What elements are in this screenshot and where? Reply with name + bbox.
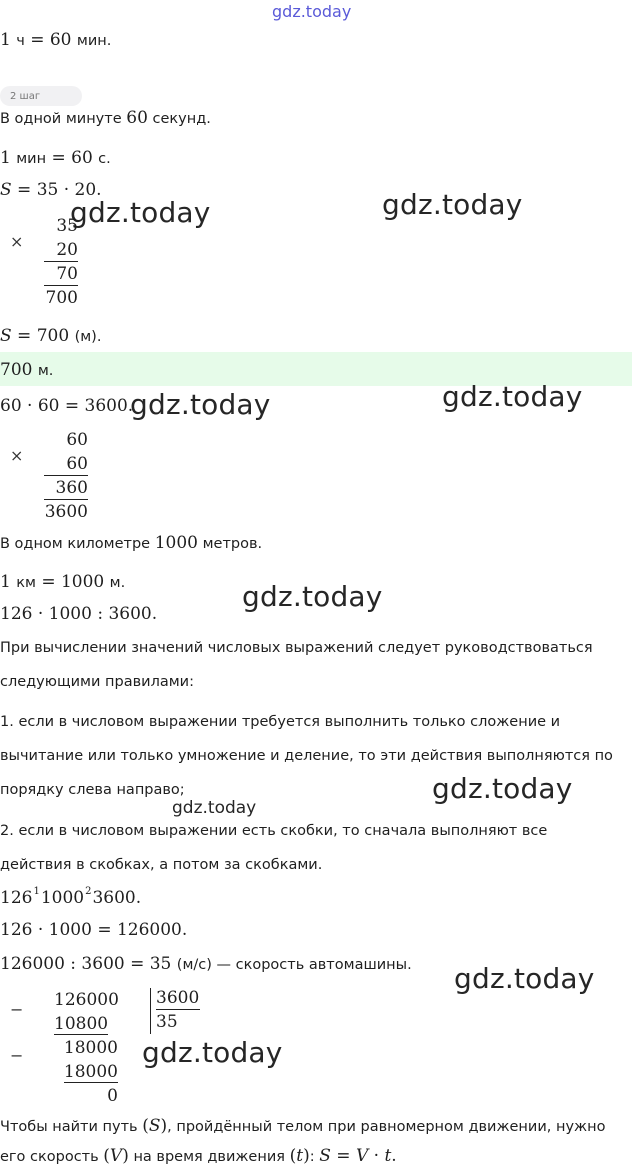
subtrahend-2	[54, 1060, 118, 1084]
watermark: gdz.today	[382, 188, 523, 221]
expression-order-of-operations	[0, 886, 141, 908]
remainder-1: 18000	[63, 1038, 118, 1058]
multiplier: 20	[44, 238, 78, 262]
rules-intro-line1: При вычислении значений числовых выражений следует руководствоваться	[0, 640, 593, 656]
remainder-2: 0	[107, 1086, 118, 1106]
watermark: gdz.today	[242, 580, 383, 613]
quotient-caption: (м/с) — скорость автомашины.	[176, 957, 412, 973]
equation-s-35-20: S = 35 · 20.	[0, 180, 102, 200]
quotient: 35	[156, 1012, 178, 1032]
watermark-top: gdz.today	[272, 2, 352, 21]
minus-sign: −	[10, 1000, 24, 1019]
watermark: gdz.today	[432, 772, 573, 805]
division-vertical-bar	[150, 988, 151, 1034]
minus-sign: −	[10, 1046, 24, 1065]
equation-quotient	[0, 954, 412, 974]
partial-product: 70	[44, 262, 78, 286]
long-division-left	[54, 988, 118, 1108]
multiply-sign: ×	[10, 232, 24, 251]
subtrahend-1-value: 10800	[54, 1014, 109, 1034]
text-minute-seconds: В одной минуте 60 секунд.	[0, 108, 211, 128]
expression-126-1000-3600: 126 · 1000 : 3600.	[0, 604, 158, 624]
product: 3600	[44, 502, 88, 522]
final-line1: Чтобы найти путь (S), пройдённый телом при равномерном движении, нужно	[0, 1116, 606, 1136]
final-line2: его скорость (V) на время движения (t): S = V · t.	[0, 1146, 397, 1166]
step-number: 1	[33, 886, 40, 897]
equation-km-m: 1 км = 1000 м.	[0, 572, 126, 592]
rule1-line3: порядку слева направо;	[0, 782, 185, 798]
watermark: gdz.today	[454, 962, 595, 995]
text-km-meters: В одном километре 1000 метров.	[0, 533, 263, 553]
step-badge: 2 шаг	[0, 86, 82, 106]
watermark-small: gdz.today	[172, 798, 257, 818]
rule1-line1: 1. если в числовом выражении требуется выполнить только сложение и	[0, 714, 561, 730]
column-multiplication-1	[44, 214, 78, 310]
equation-minute-seconds: 1 мин = 60 с.	[0, 148, 111, 168]
equation-hour-minutes: 1 ч = 60 мин.	[0, 30, 112, 50]
equation-s-700: S = 700 (м).	[0, 326, 102, 346]
partial-product: 360	[44, 476, 88, 500]
number: 1000	[40, 888, 85, 908]
multiplicand: 60	[66, 430, 88, 450]
answer-text: 700 м.	[0, 360, 54, 380]
product: 700	[45, 288, 78, 308]
watermark: gdz.today	[70, 196, 211, 229]
watermark: gdz.today	[130, 388, 271, 421]
multiplier: 60	[44, 452, 88, 476]
long-division-right	[156, 986, 200, 1034]
equation-product: 126 · 1000 = 126000.	[0, 920, 188, 940]
quotient-expression: 126000 : 3600 = 35	[0, 954, 172, 974]
watermark: gdz.today	[142, 1036, 283, 1069]
equation-60-60: 60 · 60 = 3600.	[0, 396, 134, 416]
rule2-line2: действия в скобках, а потом за скобками.	[0, 857, 323, 873]
rule1-line2: вычитание или только умножение и деление, то эти действия выполняются по	[0, 748, 613, 764]
rule2-line1: 2. если в числовом выражении есть скобки, то сначала выполняют все	[0, 823, 548, 839]
number: 3600.	[92, 888, 142, 908]
step-number: 2	[85, 886, 92, 897]
watermark: gdz.today	[442, 380, 583, 413]
divisor: 3600	[156, 988, 200, 1008]
column-multiplication-2	[44, 428, 88, 524]
subtrahend-1	[54, 1012, 118, 1036]
number: 126	[0, 888, 33, 908]
rules-intro-line2: следующими правилами:	[0, 674, 194, 690]
dividend: 126000	[54, 990, 119, 1010]
multiplicand: 35	[56, 216, 78, 236]
multiply-sign: ×	[10, 446, 24, 465]
subtrahend-2-value: 18000	[63, 1062, 118, 1082]
